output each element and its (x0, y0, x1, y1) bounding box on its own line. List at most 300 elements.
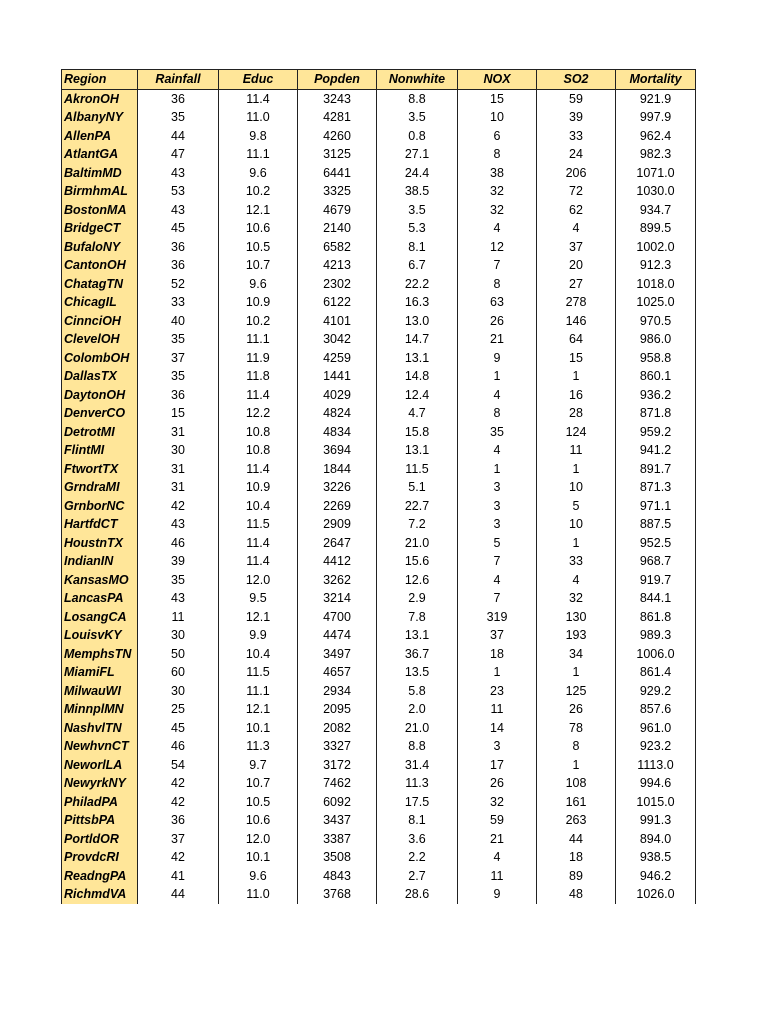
table-row (62, 811, 696, 830)
table-header (62, 70, 696, 90)
nox-cell: 7 (458, 552, 537, 571)
nonwhite-cell: 13.1 (377, 441, 458, 460)
rainfall-cell: 54 (138, 756, 219, 775)
table-row (62, 756, 696, 775)
nox-cell: 3 (458, 737, 537, 756)
educ-cell: 11.4 (219, 552, 298, 571)
rainfall-cell: 42 (138, 497, 219, 516)
so2-cell: 44 (537, 830, 616, 849)
region-cell: LancasPA (62, 589, 138, 608)
so2-cell: 34 (537, 645, 616, 664)
so2-cell: 24 (537, 145, 616, 164)
so2-cell: 59 (537, 89, 616, 108)
educ-cell: 11.9 (219, 349, 298, 368)
educ-cell: 11.4 (219, 89, 298, 108)
educ-cell: 11.8 (219, 367, 298, 386)
nox-cell: 21 (458, 830, 537, 849)
nox-cell: 3 (458, 497, 537, 516)
mortality-cell: 912.3 (616, 256, 696, 275)
nonwhite-cell: 2.2 (377, 848, 458, 867)
so2-cell: 146 (537, 312, 616, 331)
region-cell: AlbanyNY (62, 108, 138, 127)
popden-cell: 2082 (298, 719, 377, 738)
popden-cell: 3243 (298, 89, 377, 108)
nox-cell: 10 (458, 108, 537, 127)
so2-cell: 278 (537, 293, 616, 312)
nox-cell: 1 (458, 663, 537, 682)
rainfall-cell: 45 (138, 219, 219, 238)
educ-cell: 9.6 (219, 164, 298, 183)
popden-cell: 2647 (298, 534, 377, 553)
nonwhite-cell: 8.8 (377, 737, 458, 756)
nox-cell: 35 (458, 423, 537, 442)
educ-cell: 10.9 (219, 478, 298, 497)
so2-cell: 20 (537, 256, 616, 275)
educ-cell: 10.7 (219, 774, 298, 793)
region-cell: HartfdCT (62, 515, 138, 534)
nonwhite-cell: 38.5 (377, 182, 458, 201)
nonwhite-cell: 2.9 (377, 589, 458, 608)
rainfall-cell: 44 (138, 885, 219, 904)
rainfall-cell: 52 (138, 275, 219, 294)
table-row (62, 478, 696, 497)
nox-cell: 26 (458, 774, 537, 793)
educ-cell: 10.2 (219, 312, 298, 331)
nonwhite-cell: 0.8 (377, 127, 458, 146)
so2-cell: 4 (537, 571, 616, 590)
rainfall-cell: 35 (138, 330, 219, 349)
region-cell: RichmdVA (62, 885, 138, 904)
nox-cell: 32 (458, 182, 537, 201)
educ-cell: 11.4 (219, 386, 298, 405)
rainfall-cell: 36 (138, 238, 219, 257)
nox-cell: 23 (458, 682, 537, 701)
so2-cell: 16 (537, 386, 616, 405)
popden-cell: 3262 (298, 571, 377, 590)
mortality-cell: 997.9 (616, 108, 696, 127)
table-row (62, 515, 696, 534)
popden-cell: 1441 (298, 367, 377, 386)
educ-cell: 9.9 (219, 626, 298, 645)
rainfall-cell: 42 (138, 774, 219, 793)
nox-cell: 37 (458, 626, 537, 645)
educ-cell: 11.1 (219, 330, 298, 349)
so2-cell: 263 (537, 811, 616, 830)
so2-cell: 33 (537, 552, 616, 571)
rainfall-cell: 31 (138, 478, 219, 497)
nonwhite-cell: 8.1 (377, 811, 458, 830)
column-header-mortality: Mortality (616, 70, 696, 90)
region-cell: MemphsTN (62, 645, 138, 664)
educ-cell: 11.3 (219, 737, 298, 756)
mortality-cell: 989.3 (616, 626, 696, 645)
rainfall-cell: 33 (138, 293, 219, 312)
table-row (62, 89, 696, 108)
nox-cell: 18 (458, 645, 537, 664)
popden-cell: 3125 (298, 145, 377, 164)
table-row (62, 164, 696, 183)
so2-cell: 1 (537, 460, 616, 479)
mortality-cell: 1025.0 (616, 293, 696, 312)
nonwhite-cell: 13.0 (377, 312, 458, 331)
educ-cell: 10.4 (219, 645, 298, 664)
so2-cell: 206 (537, 164, 616, 183)
table-row (62, 830, 696, 849)
table-row (62, 663, 696, 682)
region-cell: BirmhmAL (62, 182, 138, 201)
rainfall-cell: 31 (138, 423, 219, 442)
rainfall-cell: 35 (138, 108, 219, 127)
educ-cell: 12.0 (219, 571, 298, 590)
educ-cell: 11.5 (219, 515, 298, 534)
table-row (62, 441, 696, 460)
table-row (62, 867, 696, 886)
region-cell: PhiladPA (62, 793, 138, 812)
region-cell: PortldOR (62, 830, 138, 849)
nox-cell: 21 (458, 330, 537, 349)
table-row (62, 275, 696, 294)
region-cell: NewyrkNY (62, 774, 138, 793)
table-row (62, 182, 696, 201)
region-cell: AkronOH (62, 89, 138, 108)
mortality-cell: 1002.0 (616, 238, 696, 257)
nonwhite-cell: 22.2 (377, 275, 458, 294)
nonwhite-cell: 5.3 (377, 219, 458, 238)
mortality-cell: 994.6 (616, 774, 696, 793)
so2-cell: 8 (537, 737, 616, 756)
mortality-cell: 921.9 (616, 89, 696, 108)
so2-cell: 108 (537, 774, 616, 793)
region-cell: NeworlLA (62, 756, 138, 775)
region-cell: DallasTX (62, 367, 138, 386)
educ-cell: 10.1 (219, 719, 298, 738)
popden-cell: 4412 (298, 552, 377, 571)
column-header-educ: Educ (219, 70, 298, 90)
rainfall-cell: 39 (138, 552, 219, 571)
region-cell: DetrotMI (62, 423, 138, 442)
popden-cell: 2095 (298, 700, 377, 719)
table-row (62, 127, 696, 146)
so2-cell: 161 (537, 793, 616, 812)
nonwhite-cell: 11.5 (377, 460, 458, 479)
nox-cell: 11 (458, 700, 537, 719)
region-cell: CantonOH (62, 256, 138, 275)
nox-cell: 319 (458, 608, 537, 627)
so2-cell: 37 (537, 238, 616, 257)
column-header-so2: SO2 (537, 70, 616, 90)
nox-cell: 63 (458, 293, 537, 312)
mortality-cell: 982.3 (616, 145, 696, 164)
so2-cell: 15 (537, 349, 616, 368)
table-row (62, 330, 696, 349)
mortality-cell: 891.7 (616, 460, 696, 479)
table-row (62, 460, 696, 479)
nox-cell: 17 (458, 756, 537, 775)
popden-cell: 4843 (298, 867, 377, 886)
rainfall-cell: 46 (138, 534, 219, 553)
nox-cell: 7 (458, 256, 537, 275)
popden-cell: 3226 (298, 478, 377, 497)
rainfall-cell: 30 (138, 626, 219, 645)
rainfall-cell: 44 (138, 127, 219, 146)
popden-cell: 3387 (298, 830, 377, 849)
educ-cell: 11.5 (219, 663, 298, 682)
mortality-cell: 894.0 (616, 830, 696, 849)
educ-cell: 10.9 (219, 293, 298, 312)
mortality-cell: 860.1 (616, 367, 696, 386)
data-table (61, 69, 696, 904)
educ-cell: 10.5 (219, 238, 298, 257)
nox-cell: 8 (458, 404, 537, 423)
rainfall-cell: 46 (138, 737, 219, 756)
rainfall-cell: 30 (138, 441, 219, 460)
table-row (62, 497, 696, 516)
popden-cell: 4101 (298, 312, 377, 331)
nox-cell: 4 (458, 848, 537, 867)
table-row (62, 774, 696, 793)
mortality-cell: 923.2 (616, 737, 696, 756)
mortality-cell: 899.5 (616, 219, 696, 238)
educ-cell: 11.4 (219, 534, 298, 553)
region-cell: FlintMI (62, 441, 138, 460)
so2-cell: 72 (537, 182, 616, 201)
rainfall-cell: 42 (138, 793, 219, 812)
nonwhite-cell: 11.3 (377, 774, 458, 793)
rainfall-cell: 15 (138, 404, 219, 423)
rainfall-cell: 11 (138, 608, 219, 627)
table-row (62, 793, 696, 812)
educ-cell: 10.6 (219, 811, 298, 830)
popden-cell: 3214 (298, 589, 377, 608)
table-row (62, 737, 696, 756)
nonwhite-cell: 8.1 (377, 238, 458, 257)
mortality-cell: 887.5 (616, 515, 696, 534)
region-cell: ChatagTN (62, 275, 138, 294)
educ-cell: 10.5 (219, 793, 298, 812)
mortality-cell: 958.8 (616, 349, 696, 368)
region-cell: NashvlTN (62, 719, 138, 738)
region-cell: BufaloNY (62, 238, 138, 257)
rainfall-cell: 37 (138, 349, 219, 368)
mortality-cell: 961.0 (616, 719, 696, 738)
region-cell: PittsbPA (62, 811, 138, 830)
column-header-nox: NOX (458, 70, 537, 90)
rainfall-cell: 37 (138, 830, 219, 849)
so2-cell: 130 (537, 608, 616, 627)
table-row (62, 719, 696, 738)
region-cell: DenverCO (62, 404, 138, 423)
mortality-cell: 934.7 (616, 201, 696, 220)
mortality-cell: 986.0 (616, 330, 696, 349)
table-row (62, 145, 696, 164)
mortality-cell: 919.7 (616, 571, 696, 590)
rainfall-cell: 43 (138, 164, 219, 183)
popden-cell: 6122 (298, 293, 377, 312)
region-cell: ColombOH (62, 349, 138, 368)
table-row (62, 682, 696, 701)
popden-cell: 4679 (298, 201, 377, 220)
mortality-cell: 968.7 (616, 552, 696, 571)
mortality-cell: 952.5 (616, 534, 696, 553)
region-cell: MinnplMN (62, 700, 138, 719)
table-row (62, 386, 696, 405)
rainfall-cell: 36 (138, 89, 219, 108)
nonwhite-cell: 15.6 (377, 552, 458, 571)
region-cell: HoustnTX (62, 534, 138, 553)
nonwhite-cell: 3.6 (377, 830, 458, 849)
nox-cell: 59 (458, 811, 537, 830)
nonwhite-cell: 3.5 (377, 201, 458, 220)
nonwhite-cell: 28.6 (377, 885, 458, 904)
mortality-cell: 1015.0 (616, 793, 696, 812)
nox-cell: 4 (458, 219, 537, 238)
popden-cell: 4260 (298, 127, 377, 146)
region-cell: IndianIN (62, 552, 138, 571)
educ-cell: 10.1 (219, 848, 298, 867)
so2-cell: 125 (537, 682, 616, 701)
so2-cell: 39 (537, 108, 616, 127)
popden-cell: 3508 (298, 848, 377, 867)
educ-cell: 10.6 (219, 219, 298, 238)
mortality-cell: 936.2 (616, 386, 696, 405)
nox-cell: 3 (458, 478, 537, 497)
table-row (62, 201, 696, 220)
nonwhite-cell: 17.5 (377, 793, 458, 812)
nox-cell: 9 (458, 885, 537, 904)
rainfall-cell: 41 (138, 867, 219, 886)
rainfall-cell: 43 (138, 515, 219, 534)
popden-cell: 2302 (298, 275, 377, 294)
educ-cell: 11.1 (219, 682, 298, 701)
table-row (62, 256, 696, 275)
educ-cell: 12.0 (219, 830, 298, 849)
nox-cell: 15 (458, 89, 537, 108)
so2-cell: 1 (537, 663, 616, 682)
table-row (62, 349, 696, 368)
nonwhite-cell: 21.0 (377, 534, 458, 553)
region-cell: ReadngPA (62, 867, 138, 886)
rainfall-cell: 42 (138, 848, 219, 867)
educ-cell: 10.2 (219, 182, 298, 201)
so2-cell: 27 (537, 275, 616, 294)
table-row (62, 885, 696, 904)
region-cell: FtwortTX (62, 460, 138, 479)
mortality-cell: 861.8 (616, 608, 696, 627)
table-row (62, 367, 696, 386)
nonwhite-cell: 4.7 (377, 404, 458, 423)
mortality-cell: 946.2 (616, 867, 696, 886)
region-cell: AtlantGA (62, 145, 138, 164)
so2-cell: 48 (537, 885, 616, 904)
so2-cell: 11 (537, 441, 616, 460)
nonwhite-cell: 5.1 (377, 478, 458, 497)
nox-cell: 4 (458, 441, 537, 460)
so2-cell: 18 (537, 848, 616, 867)
nox-cell: 4 (458, 386, 537, 405)
rainfall-cell: 35 (138, 571, 219, 590)
table-row (62, 552, 696, 571)
region-cell: LouisvKY (62, 626, 138, 645)
mortality-cell: 871.8 (616, 404, 696, 423)
so2-cell: 89 (537, 867, 616, 886)
educ-cell: 12.1 (219, 608, 298, 627)
nox-cell: 7 (458, 589, 537, 608)
popden-cell: 2140 (298, 219, 377, 238)
popden-cell: 3172 (298, 756, 377, 775)
mortality-cell: 962.4 (616, 127, 696, 146)
rainfall-cell: 36 (138, 386, 219, 405)
table-row (62, 238, 696, 257)
educ-cell: 9.6 (219, 867, 298, 886)
nox-cell: 32 (458, 793, 537, 812)
table-row (62, 571, 696, 590)
so2-cell: 26 (537, 700, 616, 719)
nonwhite-cell: 2.7 (377, 867, 458, 886)
popden-cell: 2934 (298, 682, 377, 701)
so2-cell: 33 (537, 127, 616, 146)
popden-cell: 4474 (298, 626, 377, 645)
nonwhite-cell: 7.8 (377, 608, 458, 627)
table-row (62, 293, 696, 312)
region-cell: BaltimMD (62, 164, 138, 183)
nox-cell: 4 (458, 571, 537, 590)
nox-cell: 32 (458, 201, 537, 220)
nox-cell: 8 (458, 145, 537, 164)
nonwhite-cell: 27.1 (377, 145, 458, 164)
so2-cell: 62 (537, 201, 616, 220)
column-header-region: Region (62, 70, 138, 90)
table-row (62, 423, 696, 442)
rainfall-cell: 36 (138, 256, 219, 275)
mortality-cell: 871.3 (616, 478, 696, 497)
nox-cell: 12 (458, 238, 537, 257)
mortality-cell: 857.6 (616, 700, 696, 719)
table-row (62, 700, 696, 719)
popden-cell: 3694 (298, 441, 377, 460)
table-row (62, 404, 696, 423)
table-row (62, 589, 696, 608)
table-body (62, 89, 696, 904)
mortality-cell: 1006.0 (616, 645, 696, 664)
mortality-cell: 991.3 (616, 811, 696, 830)
region-cell: ClevelOH (62, 330, 138, 349)
educ-cell: 10.8 (219, 441, 298, 460)
popden-cell: 4259 (298, 349, 377, 368)
column-header-nonwhite: Nonwhite (377, 70, 458, 90)
so2-cell: 64 (537, 330, 616, 349)
table-row (62, 645, 696, 664)
nox-cell: 9 (458, 349, 537, 368)
educ-cell: 9.7 (219, 756, 298, 775)
rainfall-cell: 43 (138, 589, 219, 608)
rainfall-cell: 47 (138, 145, 219, 164)
nonwhite-cell: 8.8 (377, 89, 458, 108)
so2-cell: 10 (537, 515, 616, 534)
popden-cell: 4029 (298, 386, 377, 405)
table-row (62, 312, 696, 331)
popden-cell: 6582 (298, 238, 377, 257)
popden-cell: 2909 (298, 515, 377, 534)
nonwhite-cell: 13.1 (377, 349, 458, 368)
region-cell: MilwauWI (62, 682, 138, 701)
nox-cell: 1 (458, 367, 537, 386)
rainfall-cell: 50 (138, 645, 219, 664)
educ-cell: 11.0 (219, 108, 298, 127)
nox-cell: 11 (458, 867, 537, 886)
nox-cell: 6 (458, 127, 537, 146)
region-cell: GrnborNC (62, 497, 138, 516)
educ-cell: 10.8 (219, 423, 298, 442)
